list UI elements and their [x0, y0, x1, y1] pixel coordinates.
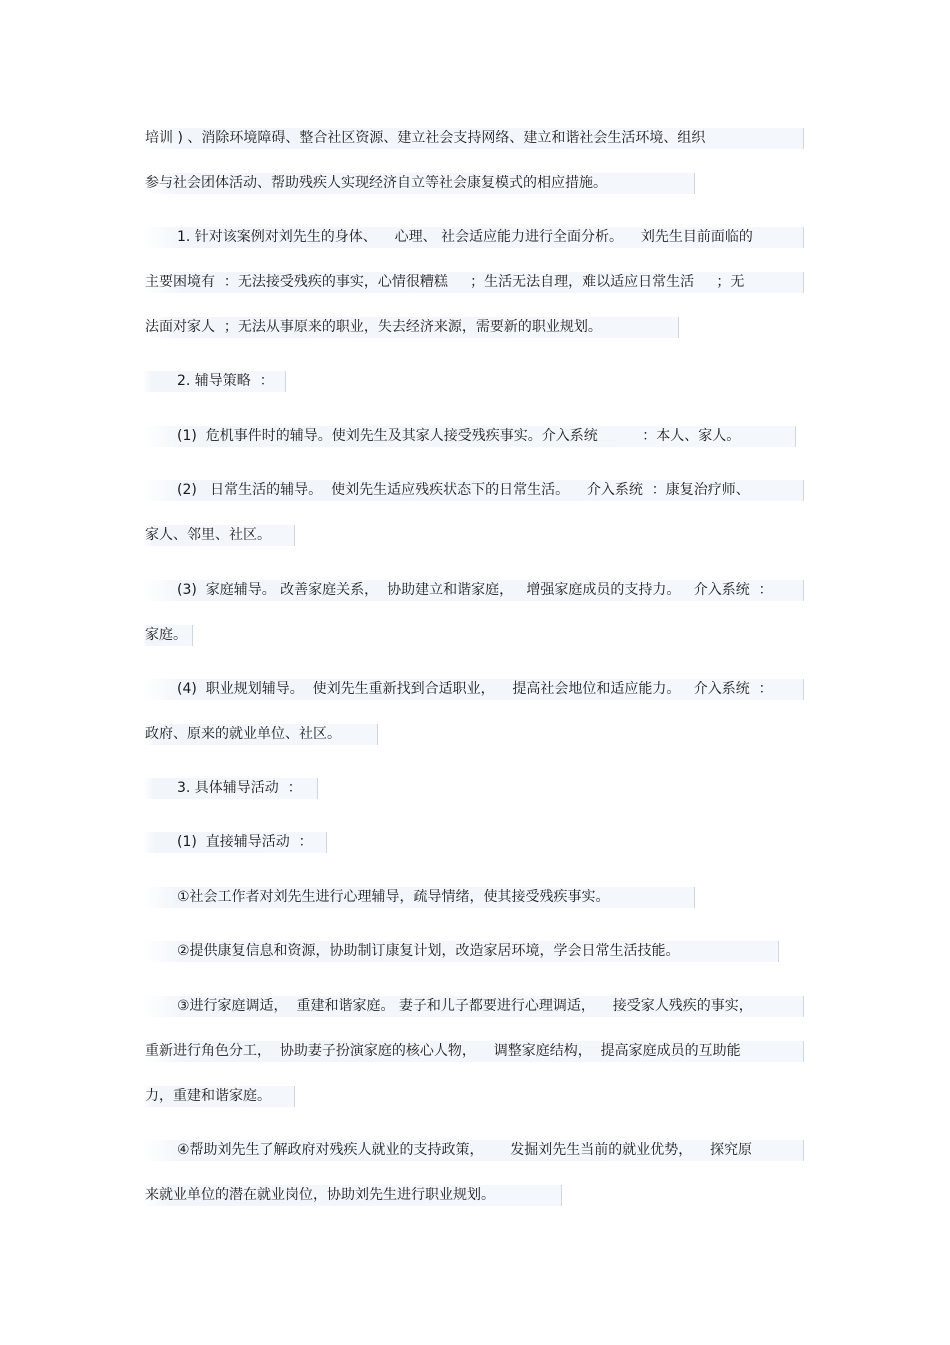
text-line-7: (1) 危机事件时的辅导。使刘先生及其家人接受残疾事实。介入系统 ：本人、家人。 [143, 426, 796, 447]
text-line-13: 政府、原来的就业单位、社区。 [143, 724, 378, 745]
text-line-16: ①社会工作者对刘先生进行心理辅导，疏导情绪，使其接受残疾事实。 [143, 887, 695, 908]
text-line-2: 参与社会团体活动、帮助残疾人实现经济自立等社会康复模式的相应措施。 [143, 173, 695, 194]
text-line-6: 2. 辅导策略 ： [143, 371, 286, 392]
text-line-15: (1) 直接辅导活动 ： [143, 832, 327, 853]
text-line-12: (4) 职业规划辅导。 使刘先生重新找到合适职业， 提高社会地位和适应能力。 介入系统 ： [143, 679, 804, 700]
text-line-19: 重新进行角色分工， 协助妻子扮演家庭的核心人物， 调整家庭结构， 提高家庭成员的互助能 [143, 1041, 804, 1062]
text-line-9: 家人、邻里、社区。 [143, 525, 295, 546]
text-line-4: 主要困境有 ：无法接受残疾的事实，心情很糟糕 ；生活无法自理，难以适应日常生活 ；无 [143, 272, 804, 293]
text-line-20: 力，重建和谐家庭。 [143, 1086, 295, 1107]
text-line-21: ④帮助刘先生了解政府对残疾人就业的支持政策， 发掘刘先生当前的就业优势， 探究原 [143, 1140, 804, 1161]
text-line-10: (3) 家庭辅导。 改善家庭关系， 协助建立和谐家庭， 增强家庭成员的支持力。 介入系统 ： [143, 580, 804, 601]
text-line-8: (2) 日常生活的辅导。 使刘先生适应残疾状态下的日常生活。 介入系统 ：康复治疗师、 [143, 480, 804, 501]
text-line-3: 1. 针对该案例对刘先生的身体、 心理、 社会适应能力进行全面分析。 刘先生目前面临的 [143, 227, 804, 248]
text-line-22: 来就业单位的潜在就业岗位，协助刘先生进行职业规划。 [143, 1185, 562, 1206]
text-line-14: 3. 具体辅导活动 ： [143, 778, 318, 799]
text-line-17: ②提供康复信息和资源，协助制订康复计划，改造家居环境，学会日常生活技能。 [143, 941, 779, 962]
text-line-18: ③进行家庭调适， 重建和谐家庭。 妻子和儿子都要进行心理调适， 接受家人残疾的事实， [143, 996, 804, 1017]
text-line-5: 法面对家人 ；无法从事原来的职业，失去经济来源，需要新的职业规划。 [143, 317, 679, 338]
text-line-11: 家庭。 [143, 625, 193, 646]
text-line-1: 培训 ) 、消除环境障碍、整合社区资源、建立社会支持网络、建立和谐社会生活环境、组织 [143, 128, 804, 149]
